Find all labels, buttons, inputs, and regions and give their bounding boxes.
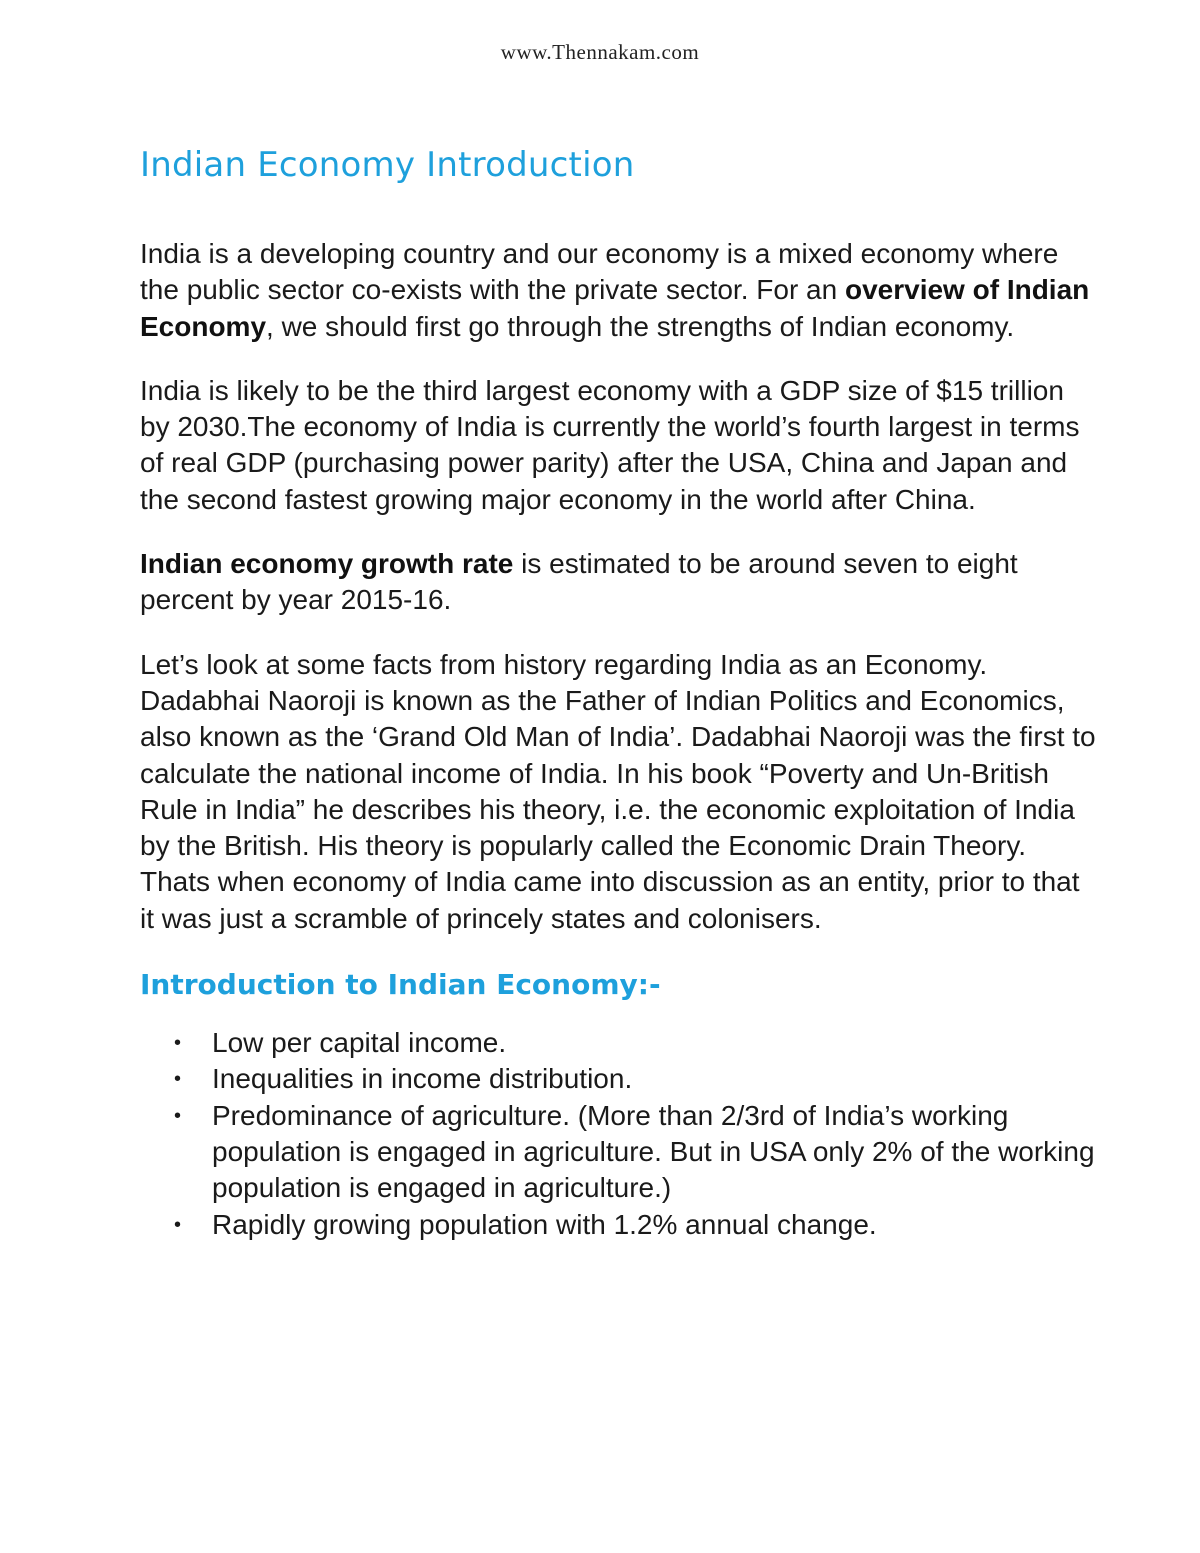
bullet-icon: • xyxy=(174,1104,182,1127)
list-item-text: Rapidly growing population with 1.2% annual change. xyxy=(212,1208,877,1240)
list-item-text: Low per capital income. xyxy=(212,1027,507,1059)
paragraph-growth-rate xyxy=(140,546,1100,619)
bullet-icon: • xyxy=(174,1032,182,1055)
paragraph-growth-rate-bold: Indian economy growth rate xyxy=(140,548,514,580)
page-title: Indian Economy Introduction xyxy=(140,145,635,185)
list-item xyxy=(140,1098,1100,1207)
bullet-icon: • xyxy=(174,1068,182,1091)
document-content xyxy=(140,142,1100,1243)
paragraph-overview-text-a: India is a developing country and our economy is a mixed economy where the public sector co-exists with the private sector. For an xyxy=(140,238,1059,306)
paragraph-overview-text-b: , we should first go through the strengths of Indian economy. xyxy=(266,310,1015,342)
paragraph-overview-bold: overview of Indian Economy xyxy=(140,274,1090,342)
paragraph-growth-rate-text: is estimated to be around seven to eight percent by year 2015-16. xyxy=(140,548,1018,616)
paragraph-history: Let’s look at some facts from history regarding India as an Economy. Dadabhai Naoroji is known as the Father of Indian Politics and Economics, also known as the ‘Grand Old Man of India’. Dadabhai Naoroji was the first to calculate the national income of India. In his book “Poverty and Un-British Rule in India” he describes his theory, i.e. the economic exploitation of India by the British. His theory is popularly called the Economic Drain Theory. Thats when economy of India came into discussion as an entity, prior to that it was just a scramble of princely states and colonisers. xyxy=(140,648,1096,934)
section-heading: Introduction to Indian Economy:- xyxy=(140,968,661,1002)
fact-list xyxy=(140,1025,1100,1243)
header-url: www.Thennakam.com xyxy=(500,40,700,64)
list-item xyxy=(140,1025,1100,1061)
list-item xyxy=(140,1061,1100,1097)
bullet-icon: • xyxy=(174,1213,182,1236)
list-item-text: Inequalities in income distribution. xyxy=(212,1063,633,1095)
list-item-text: Predominance of agriculture. (More than 2/3rd of India’s working population is engaged in agriculture. But in USA only 2% of the working population is engaged in agriculture.) xyxy=(212,1099,1095,1204)
paragraph-gdp: India is likely to be the third largest economy with a GDP size of $15 trillion by 2030.The economy of India is currently the world’s fourth largest in terms of real GDP (purchasing power parity) after the USA, China and Japan and the second fastest growing major economy in the world after China. xyxy=(140,374,1080,515)
list-item xyxy=(140,1207,1100,1243)
paragraph-overview xyxy=(140,236,1100,345)
